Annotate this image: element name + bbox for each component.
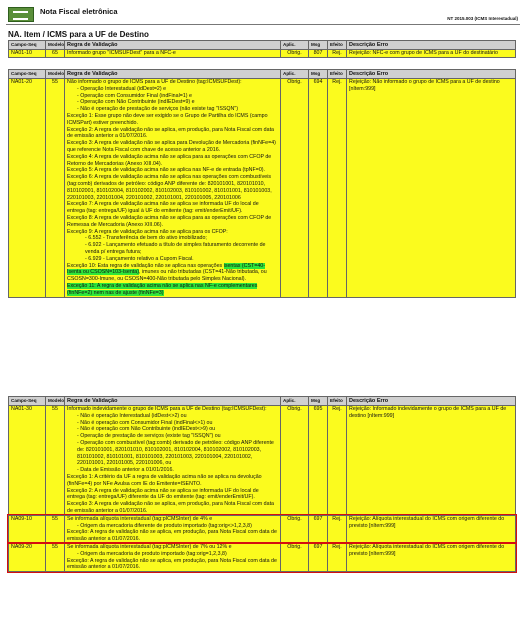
rule-line: - Origem da mercadoria de produto importado (tag:orig=1,2,3,8) <box>77 550 227 557</box>
rule-cell <box>65 543 281 571</box>
seq-cell: NA01-20 <box>9 79 46 298</box>
error-description-cell: Rejeição: Alíquota interestadual do ICMS com origem diferente do previsto [nItem:999] <box>347 543 516 571</box>
rule-cell <box>65 50 281 58</box>
header-cell: Campo-Seq <box>9 397 46 406</box>
aplic-cell: Obrig. <box>281 515 309 543</box>
rule-line: Exceção 6: A regra de validação acima não se aplica nas operações com combustíveis (tag:comb) derivados de petróleo: código ANP diferente de: 820101001, 820101010, 810102001, 810102004, 810102002, 810102003, 810101002, 810101001, 810101003, 220101003, 220101004, 220101002, 220101001, 220101005, 220101006 <box>67 174 272 201</box>
rule-line: Informado grupo "ICMSUFDest" para a NFC-e <box>67 50 176 56</box>
rule-line: - Não é operação com Consumidor Final (indFinal<>1) ou <box>77 419 213 426</box>
table-row <box>9 406 516 516</box>
rule-cell <box>65 79 281 298</box>
rule-line: Exceção: A regra de validação não se aplica, em produção, para Nota Fiscal com data de emissão anterior a 01/07/2016. <box>67 529 277 543</box>
header-cell: Regra de Validação <box>65 41 281 50</box>
validation-table-3 <box>8 396 516 572</box>
table-header <box>9 397 516 406</box>
table-row <box>9 515 516 543</box>
header-cell: Msg <box>309 70 328 79</box>
rule-line: Exceção 2: A regra de validação não se aplica, em produção, para Nota Fiscal com data de emissão anterior a 01/07/2016. <box>67 126 274 140</box>
rule-line: - Data de Emissão anterior a 01/01/2016. <box>77 467 174 474</box>
rule-line: Se informada alíquota interestadual (tag:pICMSInter) de 7% ou 12% e <box>67 543 232 550</box>
section-title: NA. Item / ICMS para a UF de Destino <box>8 30 149 39</box>
rule-line: Exceção 3: A regra de validação não se aplica, em produção, para Nota Fiscal com data de emissão anterior a 01/07/2016. <box>67 501 274 514</box>
rule-line: - Operação com Não Contribuinte (indIEDest=9) e <box>77 99 195 106</box>
table-header <box>9 70 516 79</box>
header-cell: Descrição Erro <box>347 70 516 79</box>
rule-line: - Operação com combustível (tag:comb) derivado de petróleo: código ANP diferente de: 820101001, 820101010, 810102001, 810102004, 810102002, 810102003, 810101002, 810101001, 810101003, 220101003, 220101004, 220101002, 220101001, 220101005, 220101006, ou <box>77 439 274 467</box>
rule-line: Se informada alíquota interestadual (tag:pICMSInter) de 4% e <box>67 515 213 522</box>
error-description-cell: Rejeição: Alíquota interestadual do ICMS com origem diferente do previsto [nItem:999] <box>347 515 516 543</box>
rule-line: Exceção 1: Esse grupo não deve ser exigido se o Grupo de Partilha do ICMS (campo ICMSPart) estiver preenchido. <box>67 112 268 126</box>
validation-table-2 <box>8 69 516 298</box>
header-cell: Aplic. <box>281 41 309 50</box>
rule-line: - Operação de prestação de serviços (existe tag "ISSQN") ou <box>77 433 221 440</box>
rule-line: Exceção 8: A regra de validação acima não se aplica para as operações com CFOP de Remessa de Mercadoria (Anexo XIII.06). <box>67 214 272 228</box>
header-cell: Aplic. <box>281 397 309 406</box>
header-cell: Regra de Validação <box>65 397 281 406</box>
rule-line: - 6.929 - Lançamento relativo a Cupom Fiscal. <box>85 255 194 262</box>
table-row <box>9 79 516 298</box>
header-cell: Efeito <box>328 41 347 50</box>
table-row <box>9 50 516 58</box>
modelo-cell: 55 <box>46 543 65 571</box>
effect-cell: Rej. <box>328 79 347 298</box>
rule-line: Informado indevidamente o grupo de ICMS para a UF de Destino (tag:ICMSUFDest): <box>67 406 267 412</box>
seq-cell: NA01-30 <box>9 406 46 516</box>
modelo-cell: 55 <box>46 515 65 543</box>
header-cell: Msg <box>309 41 328 50</box>
rule-line: Exceção 3: A regra de validação não se aplica para Devolução de Mercadoria (finNFe=4) que referencie Nota Fiscal com chave de acesso anterior a 2016. <box>67 140 276 153</box>
rule-line: - Não é operação de prestação de serviços (não existe tag "ISSQN") <box>77 106 238 113</box>
document-reference: NT 2015.003 (ICMS Interestadual) <box>447 16 518 21</box>
rule-line: - Origem da mercadoria diferente de produto importado (tag:orig<>1,2,3,8) <box>77 522 252 529</box>
aplic-cell: Obrig. <box>281 50 309 58</box>
seq-cell: NA09-10 <box>9 515 46 543</box>
rule-line: Exceção 9: A regra de validação acima não se aplica para os CFOP: <box>67 228 228 235</box>
effect-cell: Rej. <box>328 406 347 516</box>
modelo-cell: 55 <box>46 79 65 298</box>
highlighted-exception-11: Exceção 11: A regra de validação acima não se aplica nas NF-e complementares (finNFe=2) nem nas de ajuste (finNFe=3) <box>67 282 258 296</box>
header-cell: Descrição Erro <box>347 397 516 406</box>
msg-cell: 807 <box>309 50 328 58</box>
msg-cell: 694 <box>309 79 328 298</box>
aplic-cell: Obrig. <box>281 543 309 571</box>
modelo-cell: 55 <box>46 406 65 516</box>
exception-10 <box>67 263 278 283</box>
header-cell: Aplic. <box>281 70 309 79</box>
header-cell: Modelo <box>46 41 65 50</box>
rule-line: - 6.552 - Transferência de bem do ativo imobilizado; <box>85 235 207 242</box>
error-description-cell: Rejeição: NFC-e com grupo de ICMS para a UF do destinatário <box>347 50 516 58</box>
rule-line: Exceção 5: A regra de validação acima não se aplica nas NF-e de entrada (tpNF=0). <box>67 167 266 174</box>
effect-cell: Rej. <box>328 50 347 58</box>
rule-line: - Não é operação com Não Contribuinte (indIEDest<>9) ou <box>77 426 216 433</box>
nfe-logo-icon <box>8 7 34 22</box>
error-description-cell: Rejeição: Informado indevidamente o grupo de ICMS para a UF de destino [nItem:999] <box>347 406 516 516</box>
seq-cell: NA09-20 <box>9 543 46 571</box>
document-header <box>6 4 520 25</box>
header-cell: Modelo <box>46 70 65 79</box>
header-cell: Efeito <box>328 70 347 79</box>
rule-line: Exceção 1: A critério da UF a regra de validação acima não se aplica na devolução (finNFe=4) por NFe Avulsa com IE do Emitente=ISENTO. <box>67 473 262 487</box>
rule-line: Exceção 4: A regra de validação acima não se aplica para as operações com CFOP de Retorno de Mercadorias (Anexo XIII.04). <box>67 153 272 167</box>
effect-cell: Rej. <box>328 515 347 543</box>
header-cell: Campo-Seq <box>9 41 46 50</box>
error-description-cell: Rejeição: Não informado o grupo de ICMS para a UF de destino [nItem:999] <box>347 79 516 298</box>
validation-table-1 <box>8 40 516 58</box>
header-cell: Campo-Seq <box>9 70 46 79</box>
rule-line: Exceção: A regra de validação não se aplica, em produção, para Nota Fiscal com data de emissão anterior a 01/07/2016. <box>67 557 277 571</box>
rule-line: - 6.922 - Lançamento efetuado a título de simples faturamento decorrente de venda p/ entrega futura; <box>85 242 266 255</box>
header-cell: Regra de Validação <box>65 70 281 79</box>
effect-cell: Rej. <box>328 543 347 571</box>
exception-10-text: Exceção 10: Esta regra de validação não se aplica nas operações <box>67 262 224 269</box>
table-header <box>9 41 516 50</box>
header-cell: Msg <box>309 397 328 406</box>
rule-line: - Operação Interestadual (idDest=2) e <box>77 85 167 92</box>
header-cell: Modelo <box>46 397 65 406</box>
msg-cell: 695 <box>309 406 328 516</box>
header-cell: Efeito <box>328 397 347 406</box>
rule-line: Exceção 2: A regra de validação acima não se aplica se informada UF do local de entrega (tag: entrega/UF) diferente da UF do emitente (tag: emit/enderEmit/UF). <box>67 487 259 501</box>
rule-line: Não informado o grupo de ICMS para a UF de Destino (tag:ICMSUFDest): <box>67 79 242 85</box>
aplic-cell: Obrig. <box>281 406 309 516</box>
msg-cell: 697 <box>309 543 328 571</box>
exception-10-text: , imunes ou não tributadas (CST=41-Não tributada, ou CSOSN=300-Imune, ou CSOSN=400-Não tributada pelo Simples Nacional). <box>67 269 267 283</box>
header-cell: Descrição Erro <box>347 41 516 50</box>
seq-cell: NA01-10 <box>9 50 46 58</box>
aplic-cell: Obrig. <box>281 79 309 298</box>
rule-cell <box>65 406 281 516</box>
rule-line: - Não é operação Interestadual (idDest<>2) ou <box>77 412 187 419</box>
msg-cell: 697 <box>309 515 328 543</box>
rule-cell <box>65 515 281 543</box>
rule-line: Exceção 7: A regra de validação acima não se aplica se informada UF do local de entrega (tag: entrega/UF) igual à UF do emitente (tag: emit/enderEmit/UF). <box>67 201 259 215</box>
table-row <box>9 543 516 571</box>
highlighted-text: isentas (CST=40-Isenta ou CSOSN=103-Isenta) <box>67 262 266 276</box>
rule-line: - Operação com Consumidor Final (indFinal=1) e <box>77 92 192 99</box>
document-title: Nota Fiscal eletrônica <box>40 7 118 16</box>
modelo-cell: 65 <box>46 50 65 58</box>
